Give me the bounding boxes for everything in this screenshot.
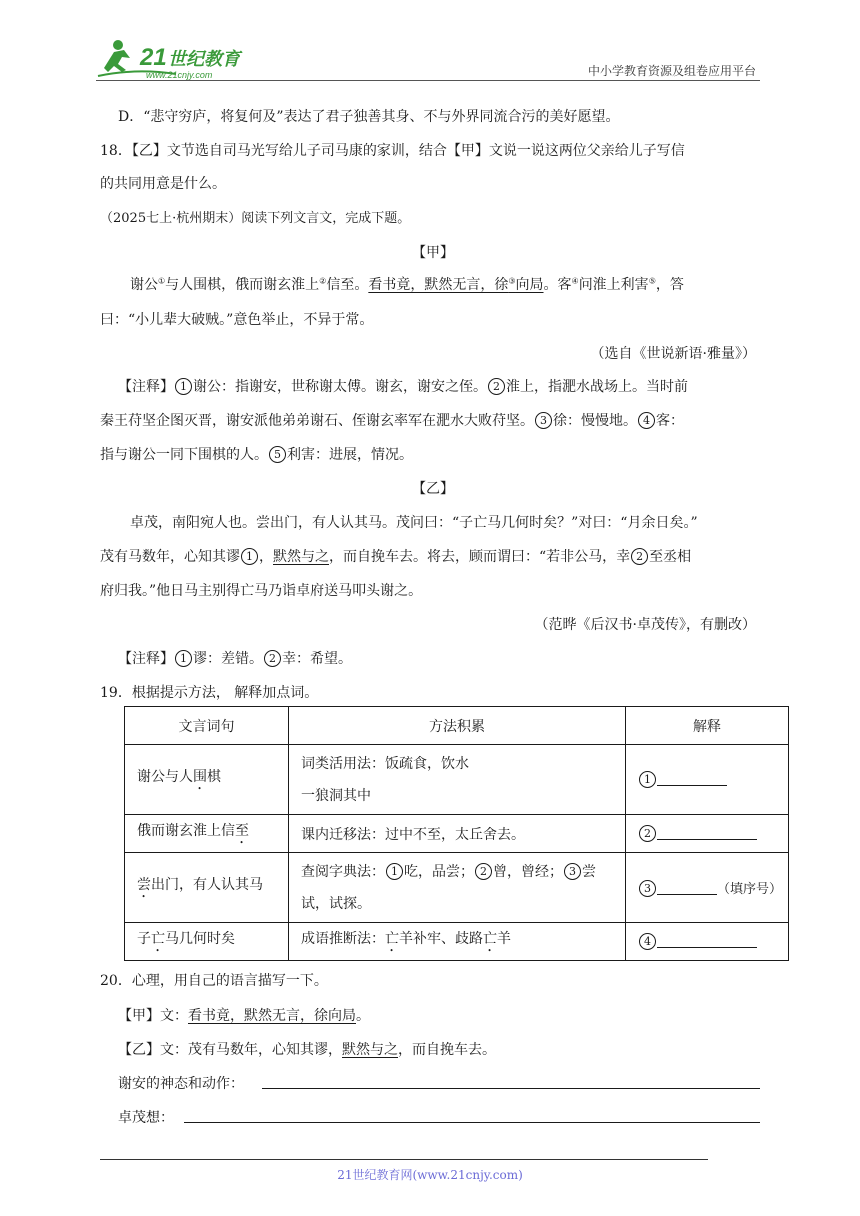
- svg-text:世纪教育: 世纪教育: [168, 49, 240, 70]
- zhuo-mao-label: 卓茂想：: [118, 1110, 174, 1126]
- q19-prompt: 19．根据提示方法， 解释加点词。: [100, 685, 319, 701]
- phrase-cell: 尝出门，有人认其马: [125, 853, 289, 923]
- jia-notes-line1: 【注释】 1 谢公：指谢安，世称谢太傅。谢玄，谢安之侄。 2 淮上，指淝水战场上。当时前: [118, 379, 688, 395]
- answer-blank[interactable]: [657, 947, 757, 948]
- q18-line2: 的共同用意是什么。: [100, 176, 226, 192]
- phrase-cell: 子亡马几何时矣: [125, 923, 289, 961]
- footer-divider: [100, 1159, 708, 1160]
- yi-line3: 府归我。”他日马主别得亡马乃诣卓府送马叩头谢之。: [100, 583, 423, 599]
- answer-cell[interactable]: 2: [626, 815, 789, 853]
- svg-text:www.21cnjy.com: www.21cnjy.com: [146, 70, 213, 80]
- platform-title: 中小学教育资源及组卷应用平台: [587, 64, 756, 78]
- q17-option-d: D．“悲守穷庐，将复何及”表达了君子独善其身、不与外界同流合污的美好愿望。: [118, 109, 620, 125]
- q19-table: [124, 706, 789, 961]
- jia-notes-line2: 秦王苻坚企图灭晋，谢安派他弟弟谢石、侄谢玄率军在淝水大败苻坚。 3 徐：慢慢地。 4 客：: [100, 413, 684, 429]
- yi-heading: 【乙】: [412, 481, 454, 497]
- answer-cell[interactable]: 3 （填序号）: [626, 853, 789, 923]
- site-logo: [96, 38, 261, 80]
- q20-prompt: 20．心理，用自己的语言描写一下。: [100, 973, 328, 989]
- runner-logo-icon: [96, 38, 261, 80]
- yi-source: （范晔《后汉书·卓茂传》，有删改）: [534, 617, 756, 633]
- header-divider: [96, 80, 760, 81]
- yi-line1: 卓茂，南阳宛人也。尝出门，有人认其马。茂问曰：“子亡马几何时矣？”对曰：“月余日矣。”: [130, 515, 698, 531]
- method-cell: 课内迁移法：过中不至，太丘舍去。: [289, 815, 626, 853]
- table-row: [125, 923, 789, 961]
- footer-link[interactable]: 21世纪教育网(www.21cnjy.com): [337, 1168, 523, 1182]
- answer-blank[interactable]: [657, 839, 757, 840]
- table-row: [125, 853, 789, 923]
- answer-blank[interactable]: [657, 894, 717, 895]
- underlined-phrase: 看书竟，默然无言，徐③向局: [368, 276, 544, 293]
- phrase-cell: 俄而谢玄淮上信至: [125, 815, 289, 853]
- yi-line2: 茂有马数年，心知其谬 1 ，默然与之，而自挽车去。将去，顾而谓曰：“若非公马，幸 2 至丞相: [100, 549, 692, 565]
- q20-yi: 【乙】文：茂有马数年，心知其谬，默然与之，而自挽车去。: [118, 1042, 496, 1058]
- jia-source: （选自《世说新语·雅量》）: [590, 346, 756, 362]
- answer-blank[interactable]: [657, 785, 727, 786]
- zhuo-mao-answer-line[interactable]: [184, 1122, 760, 1123]
- xie-an-label: 谢安的神态和动作：: [118, 1076, 244, 1092]
- reading-intro: （2025七上·杭州期末）阅读下列文言文，完成下题。: [100, 211, 411, 226]
- answer-cell[interactable]: 1: [626, 745, 789, 815]
- table-header: 文言词句: [125, 707, 289, 745]
- table-row: [125, 815, 789, 853]
- yi-notes: 【注释】 1 谬：差错。 2 幸：希望。: [118, 651, 352, 667]
- table-header: 方法积累: [289, 707, 626, 745]
- method-cell: 成语推断法：亡羊补牢、歧路亡羊: [289, 923, 626, 961]
- table-header: 解释: [626, 707, 789, 745]
- svg-text:21: 21: [140, 44, 167, 71]
- method-cell: 词类活用法：饭疏食，饮水 一狼洞其中: [289, 745, 626, 815]
- phrase-cell: 谢公与人围棋: [125, 745, 289, 815]
- xie-an-answer-line[interactable]: [262, 1088, 760, 1089]
- q18-line1: 18．【乙】文节选自司马光写给儿子司马康的家训，结合【甲】文说一说这两位父亲给儿子写信: [100, 143, 685, 159]
- method-cell: 查阅字典法： 1 吃，品尝； 2 曾，曾经； 3 尝 试，试探。: [289, 853, 626, 923]
- jia-notes-line3: 指与谢公一同下围棋的人。 5 利害：进展，情况。: [100, 447, 413, 463]
- jia-line1: 谢公①与人围棋，俄而谢玄淮上②信至。看书竟，默然无言，徐③向局。客④问淮上利害⑤，答: [130, 276, 684, 293]
- table-row: [125, 745, 789, 815]
- jia-heading: 【甲】: [412, 245, 454, 261]
- answer-cell[interactable]: 4: [626, 923, 789, 961]
- jia-line2: 曰：“小儿辈大破贼。”意色举止，不异于常。: [100, 312, 374, 328]
- table-header-row: [125, 707, 789, 745]
- q20-jia: 【甲】文：看书竟，默然无言，徐向局。: [118, 1008, 370, 1024]
